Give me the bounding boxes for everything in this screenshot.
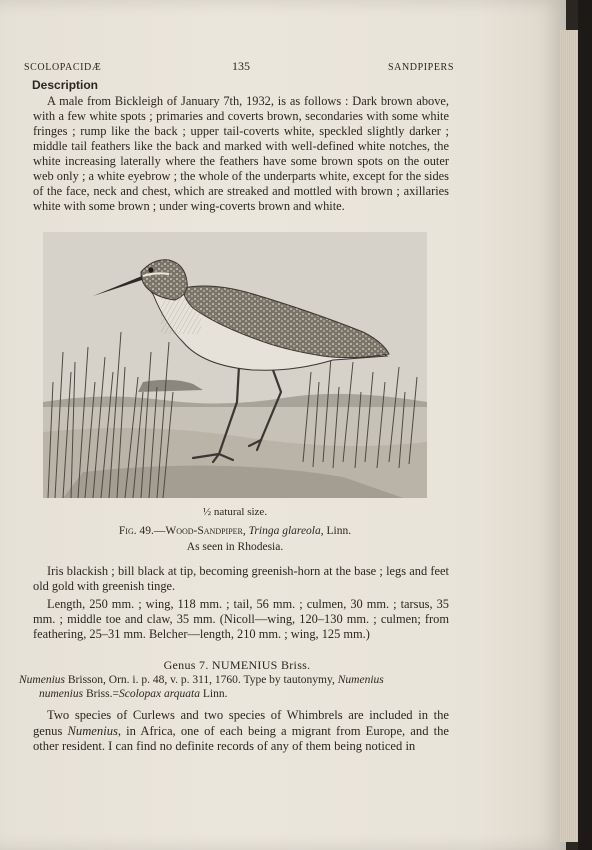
ref-genus: Numenius [19,674,65,686]
running-head-family: SCOLOPACIDÆ [24,62,102,73]
ref-text-3: Linn. [200,688,228,700]
figure-caption [0,523,470,555]
closing-genus: Numenius [67,723,118,738]
book-cover-edge [578,0,592,850]
closing-block [33,708,449,755]
ref-type: Numenius [337,674,384,686]
page-edges [560,30,580,842]
closing-part-1: Two species of Curlews and two species of Whimbrels are included in the genus [33,708,449,738]
ref-synonym: Scolopax arquata [118,688,201,700]
ref-text: Brisson, Orn. i. p. 48, v. p. 311, 1760. Type by tautonymy, [65,674,338,686]
closing-paragraph [33,708,449,755]
measurements-block [33,597,449,642]
genus-reference [19,673,447,701]
ref-type-species: numenius [39,688,84,700]
species-name: Tringa glareola [248,525,321,537]
running-head [24,59,454,76]
ref-text-2: Briss.= [83,688,119,700]
page-number: 135 [232,59,250,73]
description-paragraph: A male from Bickleigh of January 7th, 1932, is as follows : Dark brown above, with a few white spots ; primaries and coverts brown, secondaries with some white fringes ; rump like the back ; upper tail-coverts white, speckled slightly darker ; middle tail feathers like the back and marked with well-defined white notches, the white increasing laterally where the feathers have some brown spots on the outer web only ; a white eyebrow ; the whole of the underparts white, except for the sides of the face, neck and chest, which are streaked and mottled with brown ; axillaries white with some brown ; under wing-coverts brown and white. [33,94,449,213]
measurements-paragraph: Length, 250 mm. ; wing, 118 mm. ; tail, 56 mm. ; culmen, 30 mm. ; tarsus, 35 mm. ; middle toe and claw, 35 mm. (Nicoll—wing, 120–130 mm. ; culmen; from feathering, 25–31 mm. Belcher—length, 210 mm. ; wing, 125 mm.) [33,597,449,641]
soft-parts-paragraph: Iris blackish ; bill black at tip, becoming greenish-horn at the base ; legs and feet old gold with greenish tinge. [33,564,449,593]
section-heading: Description [32,78,99,92]
description-block [33,94,449,214]
species-authority: , Linn. [320,525,352,537]
figure-label: Fig. 49.—Wood-Sandpiper, [118,525,246,537]
scale-note: ½ natural size. [202,506,268,518]
soft-parts-block [33,564,449,594]
wood-sandpiper-illustration [43,232,427,498]
bird-drawing [43,232,427,498]
genus-heading: Genus 7. NUMENIUS Briss. [163,658,311,672]
caption-location: As seen in Rhodesia. [186,541,284,553]
running-head-section: SANDPIPERS [387,62,454,73]
closing-part-2: , in Africa, one of each being a migrant from Europe, and the other resident. I can find no definite records of any of them being noticed in [33,723,450,753]
